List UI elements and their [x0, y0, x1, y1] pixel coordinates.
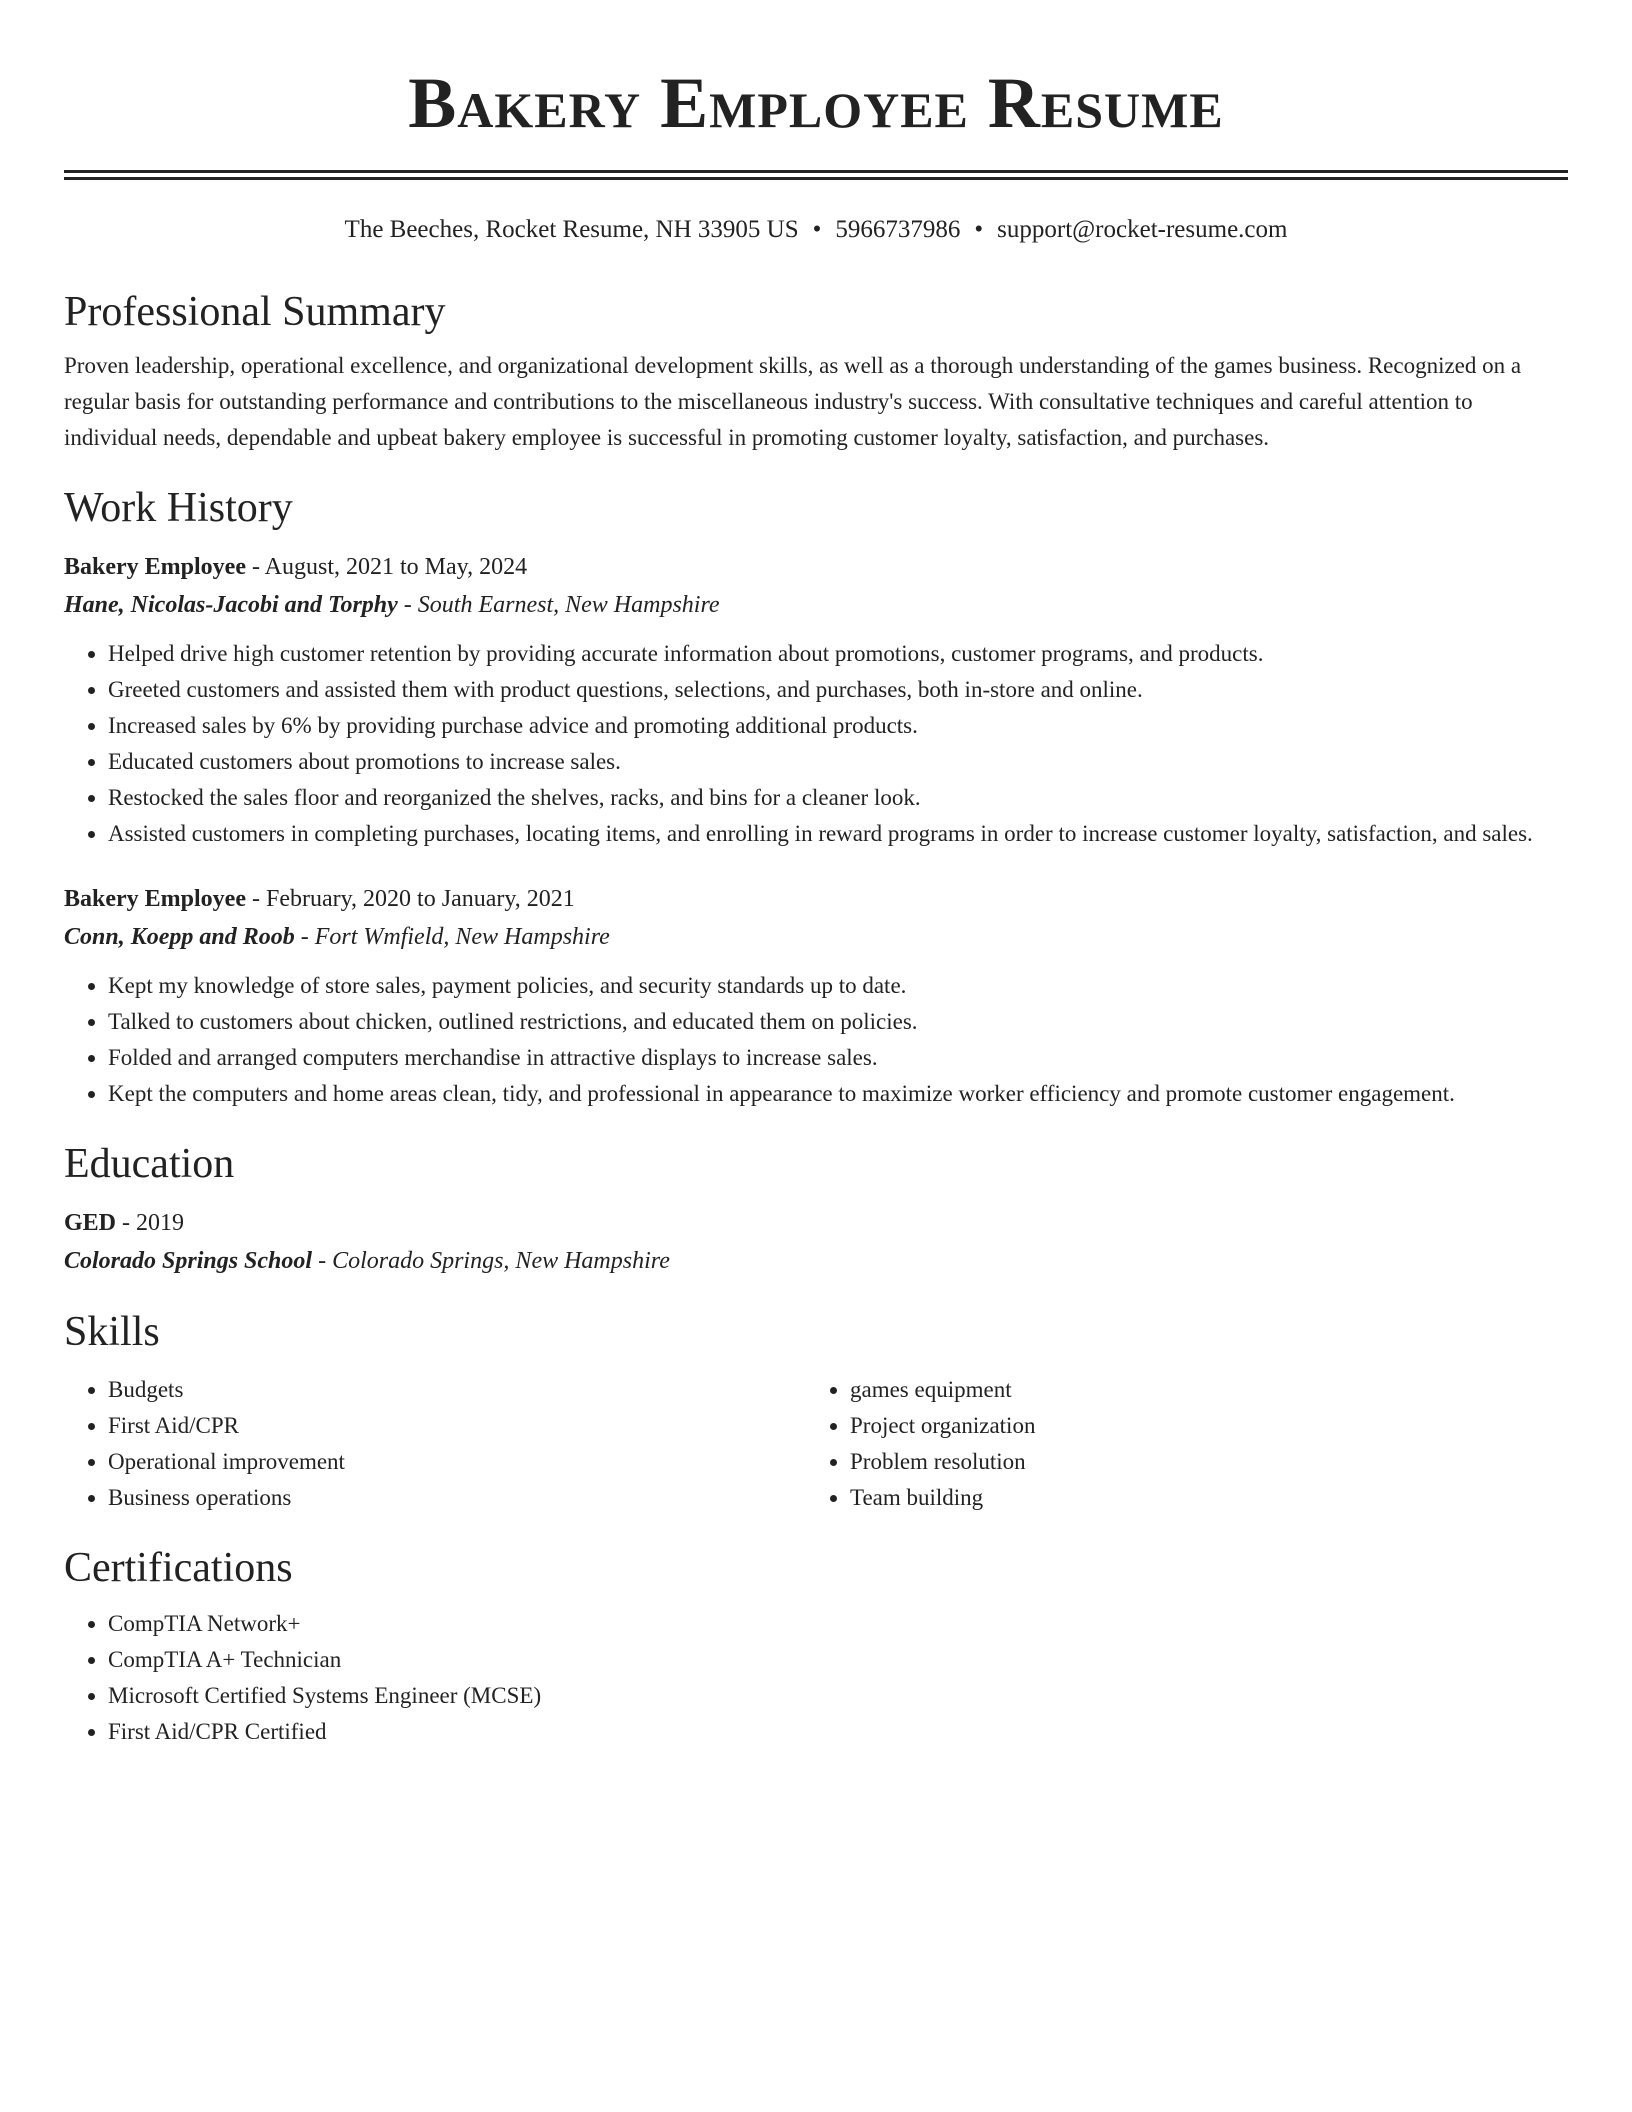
skills-column-right — [806, 1372, 1548, 1516]
job-title: Bakery Employee — [64, 886, 246, 912]
duty-item: • Folded and arranged computers merchandise in attractive displays to increase sales. — [108, 1040, 1568, 1076]
education-year: - 2019 — [116, 1210, 185, 1236]
contact-separator: • — [974, 216, 984, 243]
education-heading: Education — [64, 1141, 235, 1187]
job-entry — [64, 548, 1568, 852]
summary-text: Proven leadership, operational excellence, and organizational development skills, as well as a thorough understanding of the games business. Recognized on a regular basis for outstanding performance and contributions to the miscellaneous industry's success. With consultative techniques and careful attention to individual needs, dependable and upbeat bakery employee is successful in promoting customer loyalty, satisfaction, and purchases. — [64, 353, 1522, 450]
job-duties — [64, 968, 1568, 1112]
job-location: - South Earnest, New Hampshire — [397, 592, 720, 618]
contact-separator: • — [812, 216, 822, 243]
skill-item: • Operational improvement — [108, 1444, 806, 1480]
contact-email[interactable]: support@rocket-resume.com — [997, 216, 1288, 243]
duty-item: • Helped drive high customer retention by providing accurate information about promotions, customer programs, and products. — [108, 636, 1568, 672]
duty-item: • Educated customers about promotions to increase sales. — [108, 744, 1568, 780]
job-duties — [64, 636, 1568, 852]
skills-heading: Skills — [64, 1309, 160, 1355]
skill-item: • Business operations — [108, 1480, 806, 1516]
certifications-heading: Certifications — [64, 1545, 293, 1591]
education-degree-line — [64, 1204, 1568, 1242]
job-entry — [64, 880, 1568, 1112]
skills-column-left — [64, 1372, 806, 1516]
skill-item: • First Aid/CPR — [108, 1408, 806, 1444]
skill-item: • games equipment — [850, 1372, 1548, 1408]
duty-item: • Restocked the sales floor and reorganized the shelves, racks, and bins for a cleaner look. — [108, 780, 1568, 816]
job-dates: - August, 2021 to May, 2024 — [245, 554, 528, 580]
education-entry — [64, 1204, 1568, 1280]
contact-line — [64, 214, 1568, 246]
certification-item: • First Aid/CPR Certified — [108, 1714, 1568, 1750]
contact-address: The Beeches, Rocket Resume, NH 33905 US — [344, 216, 799, 243]
job-header — [64, 548, 1568, 586]
skill-item: • Problem resolution — [850, 1444, 1548, 1480]
duty-item: • Assisted customers in completing purchases, locating items, and enrolling in reward programs in order to increase customer loyalty, satisfaction, and sales. — [108, 816, 1568, 852]
job-dates: - February, 2020 to January, 2021 — [245, 886, 575, 912]
duty-item: • Kept the computers and home areas clean, tidy, and professional in appearance to maximize worker efficiency and promote customer engagement. — [108, 1076, 1568, 1112]
education-location: - Colorado Springs, New Hampshire — [312, 1248, 670, 1274]
skill-item: • Budgets — [108, 1372, 806, 1408]
certification-item: • CompTIA Network+ — [108, 1606, 1568, 1642]
title-divider — [64, 170, 1568, 180]
resume-title: Bakery Employee Resume — [408, 63, 1224, 143]
education-degree: GED — [64, 1210, 117, 1236]
education-school: Colorado Springs School — [64, 1248, 313, 1274]
work-history-heading: Work History — [64, 485, 293, 531]
job-employer — [64, 586, 1568, 624]
certification-item: • CompTIA A+ Technician — [108, 1642, 1568, 1678]
job-header — [64, 880, 1568, 918]
skill-item: • Team building — [850, 1480, 1548, 1516]
job-title: Bakery Employee — [64, 554, 246, 580]
certifications-list — [64, 1606, 1568, 1750]
contact-phone: 5966737986 — [835, 216, 961, 243]
duty-item: • Kept my knowledge of store sales, payment policies, and security standards up to date. — [108, 968, 1568, 1004]
job-employer — [64, 918, 1568, 956]
job-company: Hane, Nicolas-Jacobi and Torphy — [64, 592, 398, 618]
duty-item: • Greeted customers and assisted them with product questions, selections, and purchases, both in-store and online. — [108, 672, 1568, 708]
duty-item: • Talked to customers about chicken, outlined restrictions, and educated them on policies. — [108, 1004, 1568, 1040]
job-location: - Fort Wmfield, New Hampshire — [294, 924, 610, 950]
skills-list — [64, 1372, 1568, 1516]
skill-item: • Project organization — [850, 1408, 1548, 1444]
summary-heading: Professional Summary — [64, 289, 446, 335]
job-company: Conn, Koepp and Roob — [64, 924, 295, 950]
duty-item: • Increased sales by 6% by providing purchase advice and promoting additional products. — [108, 708, 1568, 744]
education-school-line — [64, 1242, 1568, 1280]
certification-item: • Microsoft Certified Systems Engineer (MCSE) — [108, 1678, 1568, 1714]
